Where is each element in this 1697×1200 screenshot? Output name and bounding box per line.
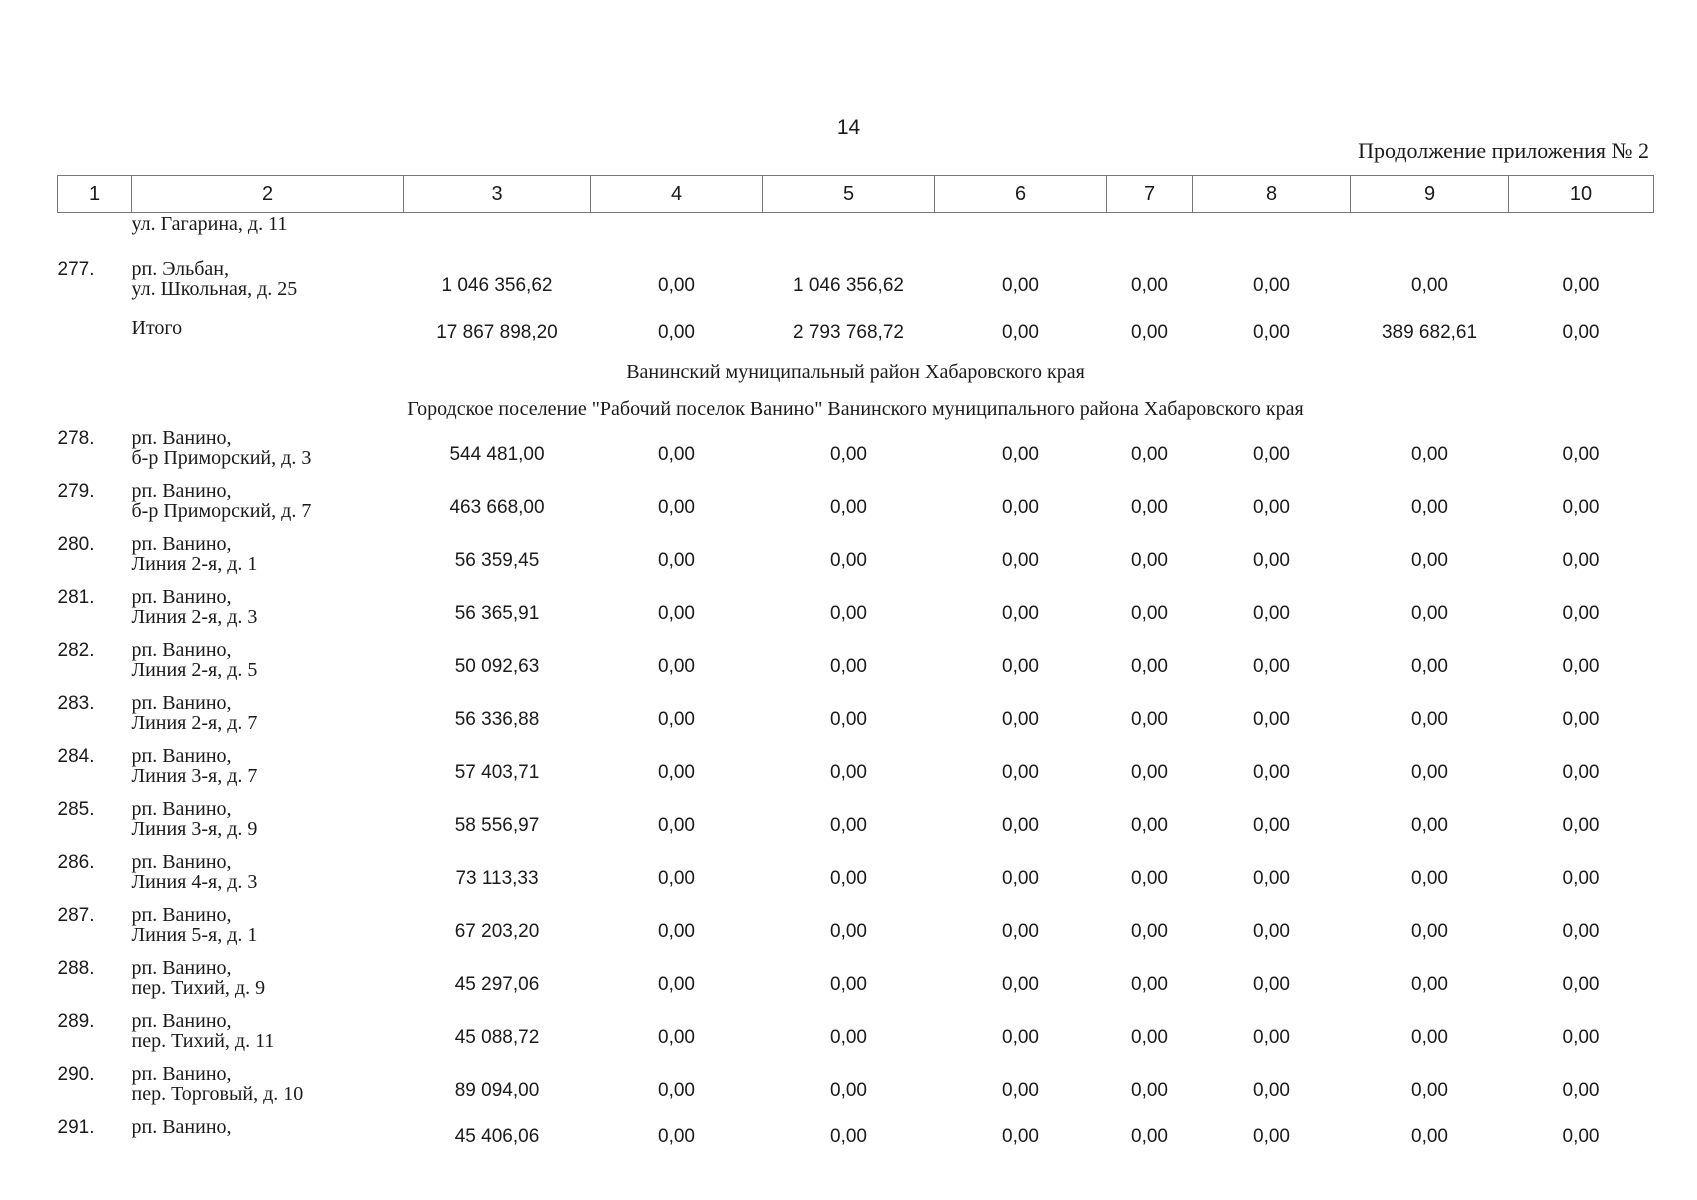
value-cell: 0,00 xyxy=(1253,867,1290,889)
address-cell xyxy=(132,534,404,587)
total-row xyxy=(58,312,1654,354)
table-row xyxy=(58,905,1654,958)
value-cell: 0,00 xyxy=(1002,443,1039,465)
value-cell: 73 113,33 xyxy=(455,867,539,889)
row-number: 280. xyxy=(57,534,95,555)
value-cell: 1 046 356,62 xyxy=(793,274,904,296)
value-cell: 0,00 xyxy=(1131,708,1168,730)
value-cell: 0,00 xyxy=(1411,761,1448,783)
value-cell: 0,00 xyxy=(1002,920,1039,942)
value-cell: 0,00 xyxy=(658,814,695,836)
value-cell: 0,00 xyxy=(830,761,867,783)
value-cell: 0,00 xyxy=(658,708,695,730)
value-cell: 56 336,88 xyxy=(454,708,540,730)
settlement-rows xyxy=(58,428,1654,1117)
address-cell xyxy=(132,213,404,260)
address-line-1: рп. Ванино, xyxy=(131,533,232,555)
row-number: 288. xyxy=(57,958,95,979)
address-line-2: Линия 5-я, д. 1 xyxy=(131,924,258,946)
value-cell: 67 203,20 xyxy=(454,920,540,942)
table-row xyxy=(58,746,1654,799)
value-cell: 0,00 xyxy=(1253,655,1290,677)
address-line-2: ул. Школьная, д. 25 xyxy=(131,278,298,300)
header-col-5: 5 xyxy=(763,176,935,213)
settlement-row xyxy=(58,391,1654,428)
table-row xyxy=(58,958,1654,1011)
value-cell: 0,00 xyxy=(658,1079,695,1101)
table-row xyxy=(58,852,1654,905)
value-cell: 45 088,72 xyxy=(454,1026,540,1048)
total-value: 2 793 768,72 xyxy=(793,322,904,343)
value-cell: 0,00 xyxy=(830,708,867,730)
value-cell: 0,00 xyxy=(1562,867,1600,889)
value-cell: 0,00 xyxy=(1131,920,1168,942)
value-cell: 56 359,45 xyxy=(454,549,540,571)
value-cell: 0,00 xyxy=(1131,814,1168,836)
value-cell: 0,00 xyxy=(1002,1026,1039,1048)
district-row xyxy=(58,354,1654,391)
address-line-2: пер. Тихий, д. 9 xyxy=(131,977,266,999)
value-cell: 0,00 xyxy=(1411,274,1448,296)
value-cell: 0,00 xyxy=(1411,867,1448,889)
value-cell: 0,00 xyxy=(830,814,867,836)
address-line: ул. Гагарина, д. 11 xyxy=(131,213,288,235)
value-cell: 0,00 xyxy=(830,655,867,677)
value-cell: 0,00 xyxy=(1131,443,1168,465)
table-row xyxy=(58,640,1654,693)
address-line-1: рп. Ванино, xyxy=(131,957,232,979)
value-cell: 57 403,71 xyxy=(454,761,540,783)
total-value: 0,00 xyxy=(1002,322,1039,343)
value-cell: 0,00 xyxy=(830,443,867,465)
value-cell: 0,00 xyxy=(1131,655,1168,677)
value-cell: 0,00 xyxy=(658,496,695,518)
table-row xyxy=(58,1011,1654,1064)
value-cell: 0,00 xyxy=(1562,1026,1600,1048)
value-cell: 0,00 xyxy=(658,867,695,889)
value-cell: 544 481,00 xyxy=(449,443,545,465)
address-line-2: б-р Приморский, д. 7 xyxy=(131,500,312,522)
value-cell: 0,00 xyxy=(1131,1079,1168,1101)
value-cell: 0,00 xyxy=(1002,761,1039,783)
value-cell: 0,00 xyxy=(1411,973,1448,995)
value-cell: 0,00 xyxy=(1253,1026,1290,1048)
address-line-1: рп. Ванино, xyxy=(131,1063,232,1085)
value-cell: 0,00 xyxy=(658,655,695,677)
address-cell xyxy=(132,1064,404,1117)
table-row xyxy=(58,534,1654,587)
value-cell: 0,00 xyxy=(1131,761,1168,783)
address-line-2: Линия 4-я, д. 3 xyxy=(131,871,258,893)
address-line-1: рп. Ванино, xyxy=(131,692,232,714)
value-cell: 58 556,97 xyxy=(454,814,540,836)
address-line-2: Линия 3-я, д. 9 xyxy=(131,818,258,840)
value-cell: 0,00 xyxy=(1411,814,1448,836)
value-cell: 0,00 xyxy=(1411,1126,1448,1147)
value-cell: 0,00 xyxy=(1411,549,1448,571)
address-cell xyxy=(132,481,404,534)
value-cell: 0,00 xyxy=(1253,274,1290,296)
value-cell: 0,00 xyxy=(830,1026,867,1048)
continuation-row xyxy=(58,213,1654,260)
address-cell xyxy=(132,1117,404,1157)
value-cell: 0,00 xyxy=(1253,973,1290,995)
table-row xyxy=(58,1117,1654,1157)
value-cell: 0,00 xyxy=(658,443,695,465)
value-cell: 50 092,63 xyxy=(454,655,540,677)
value-cell: 0,00 xyxy=(1131,1026,1168,1048)
value-cell: 0,00 xyxy=(1131,496,1168,518)
address-line-1: рп. Ванино, xyxy=(131,427,232,449)
address-line-2: Линия 2-я, д. 3 xyxy=(131,606,258,628)
value-cell: 0,00 xyxy=(830,549,867,571)
row-number: 285. xyxy=(57,799,95,820)
address-cell xyxy=(132,905,404,958)
table-row xyxy=(58,428,1654,481)
table-row xyxy=(58,1064,1654,1117)
value-cell: 45 297,06 xyxy=(454,973,540,995)
address-line-2: Линия 3-я, д. 7 xyxy=(131,765,258,787)
value-cell: 0,00 xyxy=(1253,761,1290,783)
header-col-7: 7 xyxy=(1107,176,1193,213)
address-line-2: б-р Приморский, д. 3 xyxy=(131,447,312,469)
value-cell: 0,00 xyxy=(830,973,867,995)
value-cell: 56 365,91 xyxy=(454,602,540,624)
address-cell xyxy=(132,1011,404,1064)
value-cell: 0,00 xyxy=(830,602,867,624)
value-cell: 0,00 xyxy=(1002,1079,1039,1101)
address-cell xyxy=(132,852,404,905)
value-cell: 0,00 xyxy=(1253,708,1290,730)
address-cell xyxy=(132,799,404,852)
value-cell: 0,00 xyxy=(1002,1126,1039,1147)
address-cell xyxy=(132,259,404,312)
row-number: 287. xyxy=(57,905,95,926)
value-cell: 0,00 xyxy=(1411,602,1448,624)
header-col-6: 6 xyxy=(935,176,1107,213)
value-cell: 0,00 xyxy=(1411,920,1448,942)
value-cell: 0,00 xyxy=(658,602,695,624)
address-cell xyxy=(132,746,404,799)
row-number: 278. xyxy=(57,428,95,449)
total-value: 17 867 898,20 xyxy=(436,322,558,343)
value-cell: 0,00 xyxy=(1002,708,1039,730)
value-cell: 0,00 xyxy=(1562,1079,1600,1101)
header-col-1: 1 xyxy=(58,176,132,213)
header-col-9: 9 xyxy=(1351,176,1509,213)
row-number: 277. xyxy=(57,259,95,280)
total-label: Итого xyxy=(131,317,183,339)
header-col-2: 2 xyxy=(132,176,404,213)
value-cell: 0,00 xyxy=(1411,708,1448,730)
value-cell: 0,00 xyxy=(658,920,695,942)
value-cell: 0,00 xyxy=(658,274,695,296)
value-cell: 0,00 xyxy=(1002,973,1039,995)
value-cell: 0,00 xyxy=(1411,655,1448,677)
row-number xyxy=(58,312,132,354)
address-line-2: Линия 2-я, д. 5 xyxy=(131,659,258,681)
value-cell: 0,00 xyxy=(1002,814,1039,836)
header-row xyxy=(58,176,1654,213)
table-row xyxy=(58,693,1654,746)
page-number: 14 xyxy=(836,116,861,139)
row-number: 279. xyxy=(57,481,95,502)
value-cell: 0,00 xyxy=(1253,549,1290,571)
row-number: 283. xyxy=(57,693,95,714)
address-cell xyxy=(132,640,404,693)
total-value: 0,00 xyxy=(658,322,695,343)
value-cell: 0,00 xyxy=(830,920,867,942)
value-cell: 0,00 xyxy=(1562,549,1600,571)
total-value: 0,00 xyxy=(1562,322,1600,343)
header-col-3: 3 xyxy=(404,176,591,213)
address-line-1: рп. Эльбан, xyxy=(131,258,229,280)
address-line-1: рп. Ванино, xyxy=(131,586,232,608)
value-cell: 0,00 xyxy=(658,1026,695,1048)
address-line-1: рп. Ванино, xyxy=(131,798,232,820)
value-cell: 0,00 xyxy=(1562,602,1600,624)
value-cell: 0,00 xyxy=(1562,443,1600,465)
value-cell: 0,00 xyxy=(1002,602,1039,624)
address-line-2: Линия 2-я, д. 7 xyxy=(131,712,258,734)
address-line-1: рп. Ванино, xyxy=(131,480,232,502)
header-col-8: 8 xyxy=(1193,176,1351,213)
value-cell: 0,00 xyxy=(1253,814,1290,836)
value-cell: 0,00 xyxy=(1002,549,1039,571)
value-cell: 0,00 xyxy=(1131,1126,1168,1147)
value-cell: 0,00 xyxy=(1253,496,1290,518)
table-row xyxy=(58,481,1654,534)
row-number: 289. xyxy=(57,1011,95,1032)
value-cell: 0,00 xyxy=(1131,973,1168,995)
address-cell xyxy=(132,587,404,640)
value-cell: 0,00 xyxy=(1562,655,1600,677)
table-row xyxy=(58,259,1654,312)
value-cell: 0,00 xyxy=(1562,920,1600,942)
value-cell: 0,00 xyxy=(1562,708,1600,730)
value-cell: 0,00 xyxy=(1253,920,1290,942)
address-line-1: рп. Ванино, xyxy=(131,851,232,873)
value-cell: 0,00 xyxy=(830,496,867,518)
district-title: Ванинский муниципальный район Хабаровского края xyxy=(626,361,1085,383)
value-cell: 89 094,00 xyxy=(454,1079,540,1101)
value-cell: 0,00 xyxy=(658,1126,695,1147)
value-cell: 0,00 xyxy=(658,549,695,571)
header-col-4: 4 xyxy=(591,176,763,213)
row-number: 286. xyxy=(57,852,95,873)
row-number xyxy=(58,213,132,260)
value-cell: 0,00 xyxy=(830,867,867,889)
value-cell: 0,00 xyxy=(1562,973,1600,995)
value-cell: 0,00 xyxy=(1253,1126,1290,1147)
value-cell: 0,00 xyxy=(1562,761,1600,783)
address-line-1: рп. Ванино, xyxy=(131,904,232,926)
value-cell: 0,00 xyxy=(658,761,695,783)
value-cell: 0,00 xyxy=(1562,274,1600,296)
row-number: 281. xyxy=(57,587,95,608)
address-line-1: рп. Ванино, xyxy=(131,1010,232,1032)
row-number: 291. xyxy=(57,1117,95,1138)
value-cell: 45 406,06 xyxy=(454,1126,540,1147)
address-line-2: пер. Торговый, д. 10 xyxy=(131,1083,304,1105)
value-cell: 0,00 xyxy=(1411,1079,1448,1101)
table-row xyxy=(58,799,1654,852)
value-cell: 0,00 xyxy=(1131,867,1168,889)
value-cell: 0,00 xyxy=(830,1126,867,1147)
value-cell: 0,00 xyxy=(1411,443,1448,465)
value-cell: 0,00 xyxy=(1253,602,1290,624)
row-number: 282. xyxy=(57,640,95,661)
value-cell: 0,00 xyxy=(1131,549,1168,571)
address-cell xyxy=(132,693,404,746)
value-cell: 1 046 356,62 xyxy=(441,274,553,296)
value-cell: 0,00 xyxy=(1002,867,1039,889)
address-line-2: Линия 2-я, д. 1 xyxy=(131,553,258,575)
value-cell: 463 668,00 xyxy=(449,496,545,518)
value-cell: 0,00 xyxy=(1131,274,1168,296)
value-cell: 0,00 xyxy=(1562,1126,1600,1147)
row-number: 284. xyxy=(57,746,95,767)
value-cell: 0,00 xyxy=(1002,274,1039,296)
settlement-title: Городское поселение "Рабочий поселок Ванино" Ванинского муниципального района Хабаровского края xyxy=(407,398,1304,420)
address-line-1: рп. Ванино, xyxy=(131,1116,232,1138)
value-cell: 0,00 xyxy=(1253,443,1290,465)
header-col-10: 10 xyxy=(1509,176,1654,213)
value-cell: 0,00 xyxy=(830,1079,867,1101)
total-value: 0,00 xyxy=(1131,322,1168,343)
address-cell xyxy=(132,958,404,1011)
address-line-1: рп. Ванино, xyxy=(131,639,232,661)
table-row xyxy=(58,587,1654,640)
total-value: 389 682,61 xyxy=(1381,322,1478,343)
address-line-1: рп. Ванино, xyxy=(131,745,232,767)
value-cell: 0,00 xyxy=(1411,496,1448,518)
value-cell: 0,00 xyxy=(1002,496,1039,518)
value-cell: 0,00 xyxy=(1002,655,1039,677)
address-line-2: пер. Тихий, д. 11 xyxy=(131,1030,275,1052)
value-cell: 0,00 xyxy=(1253,1079,1290,1101)
value-cell: 0,00 xyxy=(1131,602,1168,624)
appendix-note: Продолжение приложения № 2 xyxy=(1358,138,1649,163)
value-cell: 0,00 xyxy=(658,973,695,995)
address-cell xyxy=(132,428,404,481)
report-table xyxy=(57,175,1654,1157)
value-cell: 0,00 xyxy=(1562,814,1600,836)
total-value: 0,00 xyxy=(1253,322,1290,343)
value-cell: 0,00 xyxy=(1562,496,1600,518)
value-cell: 0,00 xyxy=(1411,1026,1448,1048)
row-number: 290. xyxy=(57,1064,95,1085)
